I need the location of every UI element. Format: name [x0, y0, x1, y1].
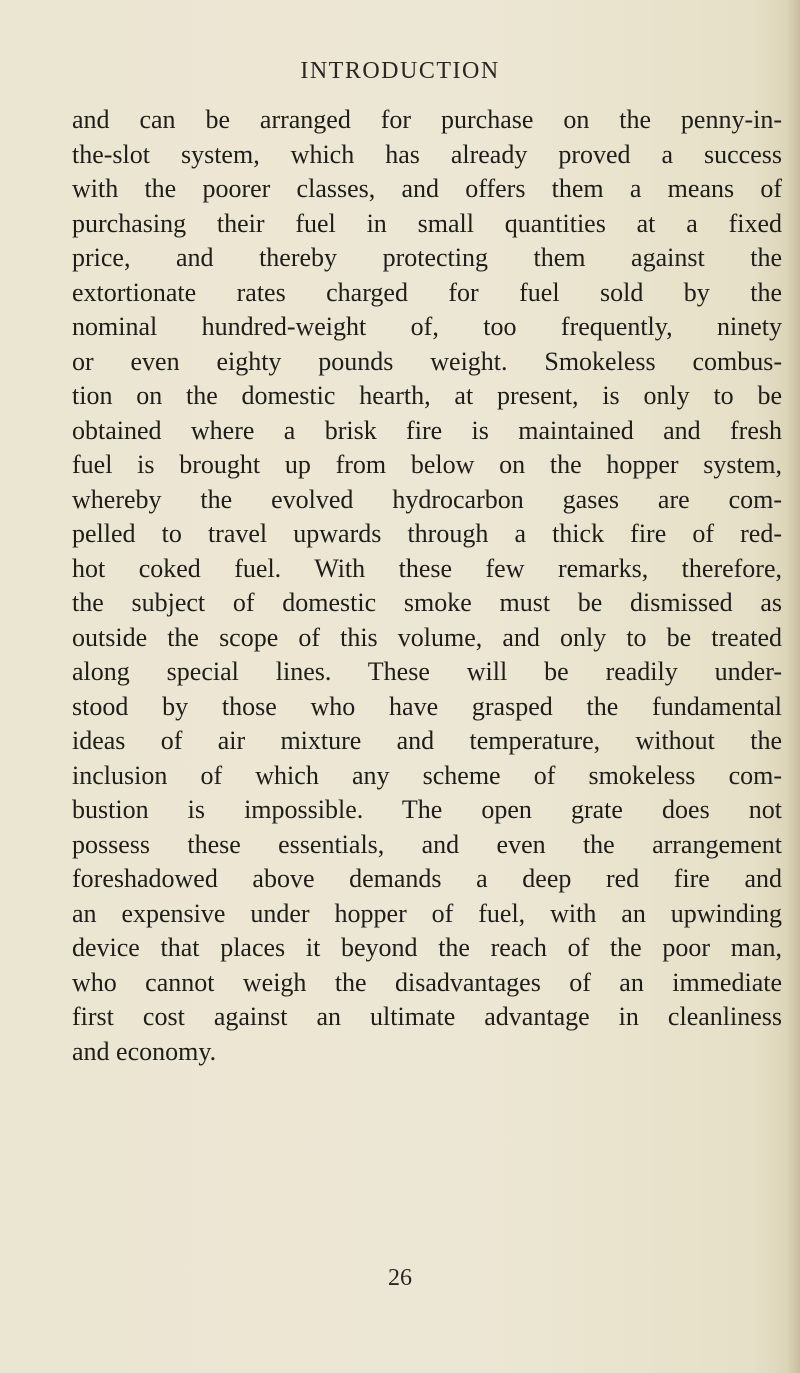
text-line: purchasing their fuel in small quantities at a fixed: [72, 208, 782, 238]
text-line: inclusion of which any scheme of smokeless com-: [72, 760, 782, 790]
text-line: hot coked fuel. With these few remarks, therefore,: [72, 553, 782, 583]
text-line: foreshadowed above demands a deep red fire and: [72, 864, 782, 893]
text-line: the subject of domestic smoke must be dismissed as: [72, 588, 782, 617]
text-line: tion on the domestic hearth, at present, is only to be: [72, 381, 782, 410]
text-line: device that places it beyond the reach of the poor man,: [72, 933, 782, 962]
text-line: and can be arranged for purchase on the penny-in-: [72, 105, 782, 134]
text-line: first cost against an ultimate advantage in cleanliness: [72, 1002, 782, 1031]
text-line: ideas of air mixture and temperature, without the: [72, 726, 782, 755]
text-line: price, and thereby protecting them against the: [72, 243, 782, 272]
text-line: or even eighty pounds weight. Smokeless combus-: [72, 346, 782, 376]
text-line: obtained where a brisk fire is maintained and fresh: [72, 415, 782, 445]
text-line: pelled to travel upwards through a thick fire of red-: [72, 519, 782, 548]
page-number: 26: [388, 1265, 412, 1291]
page-edge-shadow: [786, 0, 800, 1373]
text-line: extortionate rates charged for fuel sold by the: [72, 277, 782, 307]
text-line: who cannot weigh the disadvantages of an immediate: [72, 967, 782, 997]
text-line: whereby the evolved hydrocarbon gases are com-: [72, 484, 782, 514]
text-line: bustion is impossible. The open grate does not: [72, 795, 782, 824]
text-line: stood by those who have grasped the fundamental: [72, 691, 782, 721]
text-line: outside the scope of this volume, and only to be treated: [72, 622, 782, 652]
text-line: along special lines. These will be readily under-: [72, 657, 782, 686]
text-line: fuel is brought up from below on the hopper system,: [72, 450, 782, 479]
text-line: the-slot system, which has already proved a success: [72, 139, 782, 169]
running-head: INTRODUCTION: [300, 58, 500, 84]
text-line: nominal hundred-weight of, too frequently, ninety: [72, 312, 782, 341]
text-line: with the poorer classes, and offers them a means of: [72, 174, 782, 203]
text-line: possess these essentials, and even the arrangement: [72, 829, 782, 859]
body-paragraph: [72, 103, 782, 1069]
text-line-last: and economy.: [72, 1036, 217, 1066]
text-line: an expensive under hopper of fuel, with an upwinding: [72, 898, 782, 928]
